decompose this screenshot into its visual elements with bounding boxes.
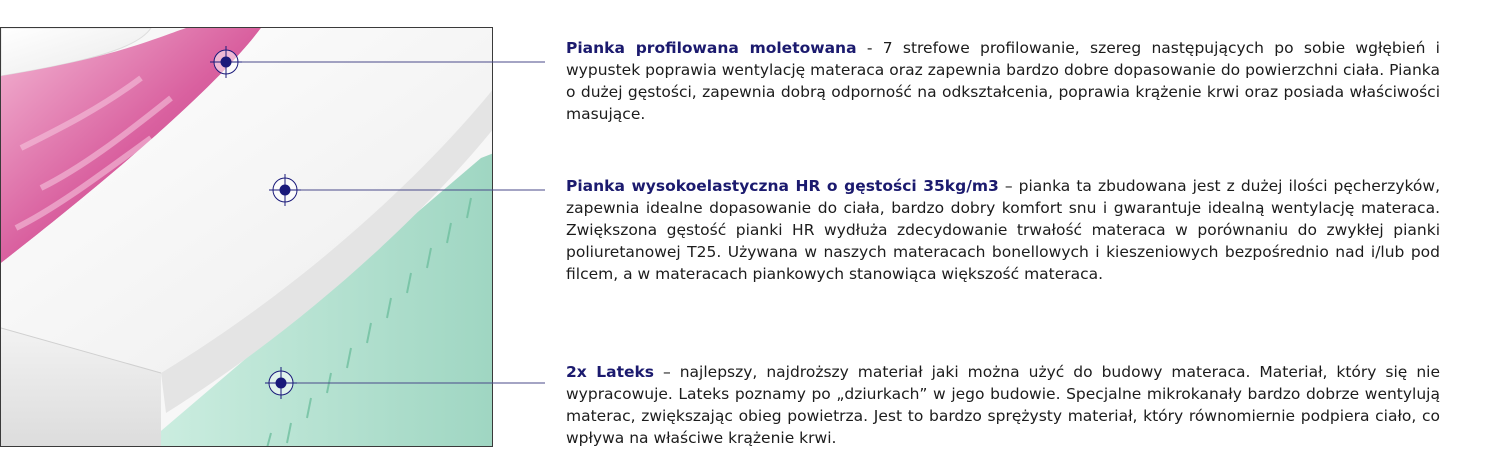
layer-term: Pianka profilowana moletowana [566,39,857,57]
term-separator: – [998,177,1019,195]
layer-description-text: pianka ta zbudowana jest z dużej ilości pęcherzyków, zapewnia idealne dopasowanie do ciała, bardzo dobry komfort snu i gwarantuje idealną wentylację materaca. Zwiększona gęstość pianki HR wydłuża zdecydowanie trwałość materaca w porównaniu do zwykłej pianki poliuretanowej T25. Używana w naszych materacach bonellowych i kieszeniowych bezpośrednio nad i/lub pod filcem, a w materacach piankowych stanowiąca większość materaca. [566,177,1441,283]
layer-description-hr-foam [566,175,1440,285]
term-separator: - [856,39,883,57]
layer-description-profiled-foam [566,37,1440,125]
layer-term: 2x Lateks [566,363,655,381]
layer-description-text: 7 strefowe profilowanie, szereg następujących po sobie wgłębień i wypustek poprawia wentylację materaca oraz zapewnia bardzo dobre dopasowanie do powierzchni ciała. Pianka o dużej gęstości, zapewnia dobrą odporność na odkształcenia, poprawia krążenie krwi oraz posiada właściwości masujące. [566,39,1440,123]
layer-description-text: najlepszy, najdroższy materiał jaki można użyć do budowy materaca. Materiał, który się nie wypracowuje. Lateks poznamy po „dziurkach” w jego budowie. Specjalne mikrokanały bardzo dobrze wentylują materac, zwiększając obieg powietrza. Jest to bardzo sprężysty materiał, który równomiernie podpiera ciało, co wpływa na właściwe krążenie krwi. [566,363,1440,447]
layer-description-latex [566,361,1440,449]
term-separator: – [654,363,680,381]
mattress-cross-section-image [0,27,493,447]
layer-term: Pianka wysokoelastyczna HR o gęstości 35kg/m3 [566,177,999,195]
